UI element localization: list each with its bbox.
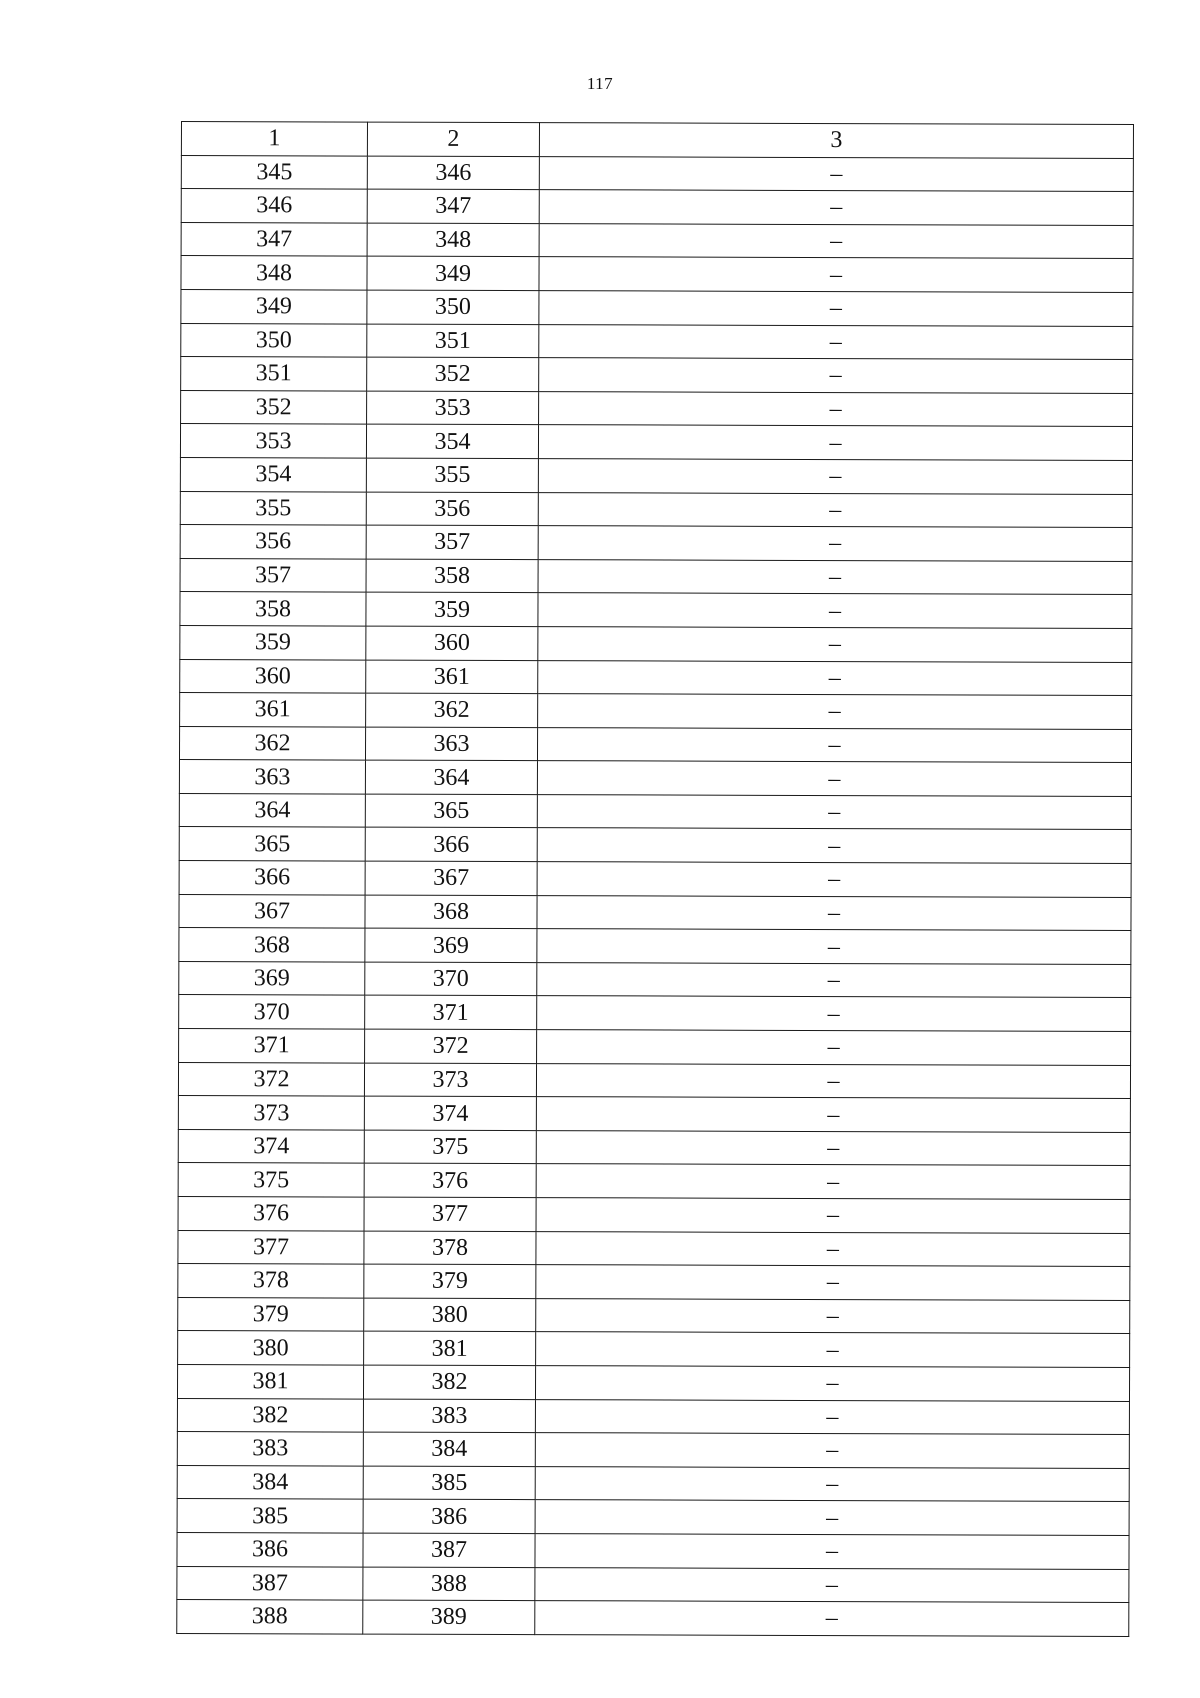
table-row [177, 1364, 1129, 1401]
table-cell-col2: 355 [366, 458, 538, 492]
table-cell-col3: – [537, 828, 1131, 863]
table-cell-col3: – [538, 593, 1132, 628]
table-cell-col3: – [539, 391, 1133, 426]
table-row [180, 625, 1132, 662]
table-cell-col3: – [536, 1231, 1130, 1266]
table-cell-col2: 351 [367, 324, 539, 358]
table-cell-col1: 346 [181, 189, 367, 223]
table-cell-col3: – [539, 324, 1133, 359]
table-cell-col1: 349 [181, 289, 367, 323]
table-cell-col3: – [537, 862, 1131, 897]
table-cell-col3: – [537, 962, 1131, 997]
table-cell-col3: – [538, 526, 1132, 561]
table-cell-col1: 362 [179, 726, 365, 760]
table-cell-col1: 361 [180, 693, 366, 727]
table-cell-col3: – [536, 1198, 1130, 1233]
table-cell-col2: 388 [363, 1567, 535, 1601]
table-row [181, 323, 1133, 360]
table-cell-col2: 377 [364, 1197, 536, 1231]
table-cell-col2: 385 [363, 1466, 535, 1500]
table-row [180, 558, 1132, 595]
table-row [178, 1297, 1130, 1334]
table-cell-col3: – [535, 1567, 1129, 1602]
table-cell-col3: – [537, 794, 1131, 829]
table-row [180, 693, 1132, 730]
table-cell-col3: – [536, 1130, 1130, 1165]
table-cell-col2: 384 [363, 1432, 535, 1466]
table-row [177, 1532, 1129, 1569]
table-cell-col3: – [535, 1366, 1129, 1401]
table-cell-col1: 387 [177, 1566, 363, 1600]
table-cell-col1: 350 [181, 323, 367, 357]
table-cell-col3: – [538, 492, 1132, 527]
table-row [180, 491, 1132, 528]
table-cell-col1: 366 [179, 861, 365, 895]
table-row [177, 1465, 1129, 1502]
table-cell-col2: 357 [366, 525, 538, 559]
table-cell-col2: 381 [364, 1331, 536, 1365]
table-cell-col1: 384 [177, 1465, 363, 1499]
table-cell-col2: 350 [367, 290, 539, 324]
table-cell-col3: – [535, 1399, 1129, 1434]
table-cell-col1: 353 [180, 424, 366, 458]
table-cell-col3: – [538, 694, 1132, 729]
table-cell-col2: 372 [365, 1029, 537, 1063]
table-cell-col2: 371 [365, 996, 537, 1030]
table-row [179, 760, 1131, 797]
table-cell-col2: 359 [366, 592, 538, 626]
table-cell-col3: – [536, 1097, 1130, 1132]
table-header-row [181, 122, 1133, 159]
table-cell-col1: 380 [178, 1331, 364, 1365]
table-cell-col1: 360 [180, 659, 366, 693]
table-cell-col2: 353 [367, 391, 539, 425]
table-cell-col2: 387 [363, 1533, 535, 1567]
table-row [179, 726, 1131, 763]
table-cell-col2: 383 [363, 1399, 535, 1433]
table-cell-col3: – [536, 1298, 1130, 1333]
table-row [179, 793, 1131, 830]
table-cell-col1: 383 [177, 1432, 363, 1466]
table-cell-col2: 379 [364, 1264, 536, 1298]
table-cell-col1: 358 [180, 592, 366, 626]
table-row [178, 1230, 1130, 1267]
table-cell-col3: – [538, 559, 1132, 594]
table-row [177, 1432, 1129, 1469]
table-cell-col1: 351 [181, 357, 367, 391]
table-row [178, 1331, 1130, 1368]
table-cell-col2: 356 [366, 492, 538, 526]
table-cell-col2: 354 [366, 424, 538, 458]
table-cell-col2: 361 [366, 660, 538, 694]
table-cell-col1: 382 [177, 1398, 363, 1432]
table-cell-col3: – [535, 1500, 1129, 1535]
table-row [179, 861, 1131, 898]
table-row [177, 1499, 1129, 1536]
table-cell-col3: – [538, 627, 1132, 662]
table-row [180, 659, 1132, 696]
table-cell-col1: 368 [179, 928, 365, 962]
table-row [178, 1096, 1130, 1133]
table-cell-col1: 354 [180, 457, 366, 491]
table-row [179, 894, 1131, 931]
table-row [179, 1029, 1131, 1066]
table-row [181, 256, 1133, 293]
table-cell-col1: 352 [181, 390, 367, 424]
table-cell-col3: – [535, 1601, 1129, 1636]
header-cell-1: 1 [181, 122, 367, 156]
table-cell-col2: 362 [366, 693, 538, 727]
table-cell-col2: 375 [364, 1130, 536, 1164]
table-cell-col2: 347 [367, 189, 539, 223]
table-cell-col3: – [537, 895, 1131, 930]
table-cell-col3: – [537, 761, 1131, 796]
table-cell-col1: 357 [180, 558, 366, 592]
table-row [178, 1062, 1130, 1099]
table-cell-col3: – [539, 257, 1133, 292]
table-cell-col3: – [537, 996, 1131, 1031]
table-cell-col3: – [539, 156, 1133, 191]
table-cell-col1: 364 [179, 793, 365, 827]
table-cell-col1: 379 [178, 1297, 364, 1331]
table-cell-col3: – [537, 727, 1131, 762]
table-cell-col1: 367 [179, 894, 365, 928]
table-cell-col2: 360 [366, 626, 538, 660]
table-cell-col1: 377 [178, 1230, 364, 1264]
table-row [181, 289, 1133, 326]
table-cell-col2: 389 [363, 1600, 535, 1634]
table-cell-col3: – [536, 1332, 1130, 1367]
table-cell-col1: 371 [179, 1029, 365, 1063]
table-cell-col1: 376 [178, 1196, 364, 1230]
table-row [178, 1163, 1130, 1200]
table-row [179, 995, 1131, 1032]
table-cell-col2: 349 [367, 256, 539, 290]
table-cell-col1: 356 [180, 525, 366, 559]
table-cell-col2: 365 [365, 794, 537, 828]
table-row [180, 424, 1132, 461]
table-cell-col3: – [535, 1466, 1129, 1501]
table-cell-col2: 346 [367, 156, 539, 190]
table-row [179, 928, 1131, 965]
data-table [176, 121, 1134, 1637]
table-row [180, 592, 1132, 629]
table-cell-col3: – [537, 929, 1131, 964]
table-cell-col1: 374 [178, 1129, 364, 1163]
table-cell-col1: 365 [179, 827, 365, 861]
table-cell-col2: 378 [364, 1231, 536, 1265]
table-body [177, 122, 1134, 1637]
table-cell-col2: 364 [365, 760, 537, 794]
table-cell-col3: – [535, 1433, 1129, 1468]
table-cell-col2: 386 [363, 1499, 535, 1533]
table-cell-col2: 348 [367, 223, 539, 257]
table-cell-col3: – [537, 1030, 1131, 1065]
table-cell-col1: 375 [178, 1163, 364, 1197]
table-cell-col1: 378 [178, 1264, 364, 1298]
table-cell-col2: 380 [364, 1298, 536, 1332]
table-row [177, 1398, 1129, 1435]
table-cell-col3: – [538, 459, 1132, 494]
table-cell-col1: 370 [179, 995, 365, 1029]
table-cell-col3: – [539, 358, 1133, 393]
table-cell-col2: 363 [365, 727, 537, 761]
table-cell-col2: 352 [367, 357, 539, 391]
table-row [181, 189, 1133, 226]
table-cell-col1: 359 [180, 625, 366, 659]
table-row [181, 357, 1133, 394]
table-row [180, 457, 1132, 494]
table-cell-col1: 386 [177, 1532, 363, 1566]
table-row [181, 390, 1133, 427]
table-cell-col1: 385 [177, 1499, 363, 1533]
table-row [177, 1600, 1129, 1637]
table-row [177, 1566, 1129, 1603]
table-cell-col3: – [539, 223, 1133, 258]
table-cell-col2: 376 [364, 1163, 536, 1197]
table-cell-col1: 369 [179, 961, 365, 995]
table-cell-col3: – [539, 291, 1133, 326]
table-cell-col2: 358 [366, 559, 538, 593]
header-cell-3: 3 [539, 123, 1133, 158]
table-cell-col3: – [536, 1063, 1130, 1098]
table-cell-col3: – [539, 190, 1133, 225]
table-cell-col1: 373 [178, 1096, 364, 1130]
table-cell-col1: 345 [181, 155, 367, 189]
table-cell-col1: 363 [179, 760, 365, 794]
table-row [179, 961, 1131, 998]
table-row [181, 222, 1133, 259]
table-cell-col2: 370 [365, 962, 537, 996]
table-cell-col3: – [536, 1164, 1130, 1199]
table-row [179, 827, 1131, 864]
table-cell-col3: – [536, 1265, 1130, 1300]
table-cell-col3: – [535, 1534, 1129, 1569]
data-table-container [176, 121, 1133, 1637]
table-cell-col2: 369 [365, 928, 537, 962]
table-row [181, 155, 1133, 192]
table-cell-col2: 366 [365, 828, 537, 862]
table-cell-col3: – [538, 425, 1132, 460]
table-cell-col2: 373 [364, 1063, 536, 1097]
table-cell-col1: 348 [181, 256, 367, 290]
table-cell-col2: 374 [364, 1096, 536, 1130]
table-row [180, 525, 1132, 562]
table-cell-col2: 382 [363, 1365, 535, 1399]
page-number: 117 [586, 74, 614, 93]
table-cell-col1: 388 [177, 1600, 363, 1634]
table-cell-col1: 372 [178, 1062, 364, 1096]
header-cell-2: 2 [367, 122, 539, 156]
table-row [178, 1264, 1130, 1301]
table-row [178, 1129, 1130, 1166]
table-cell-col2: 367 [365, 861, 537, 895]
table-cell-col3: – [538, 660, 1132, 695]
table-cell-col1: 347 [181, 222, 367, 256]
table-cell-col2: 368 [365, 895, 537, 929]
table-cell-col1: 381 [177, 1364, 363, 1398]
table-row [178, 1196, 1130, 1233]
table-cell-col1: 355 [180, 491, 366, 525]
